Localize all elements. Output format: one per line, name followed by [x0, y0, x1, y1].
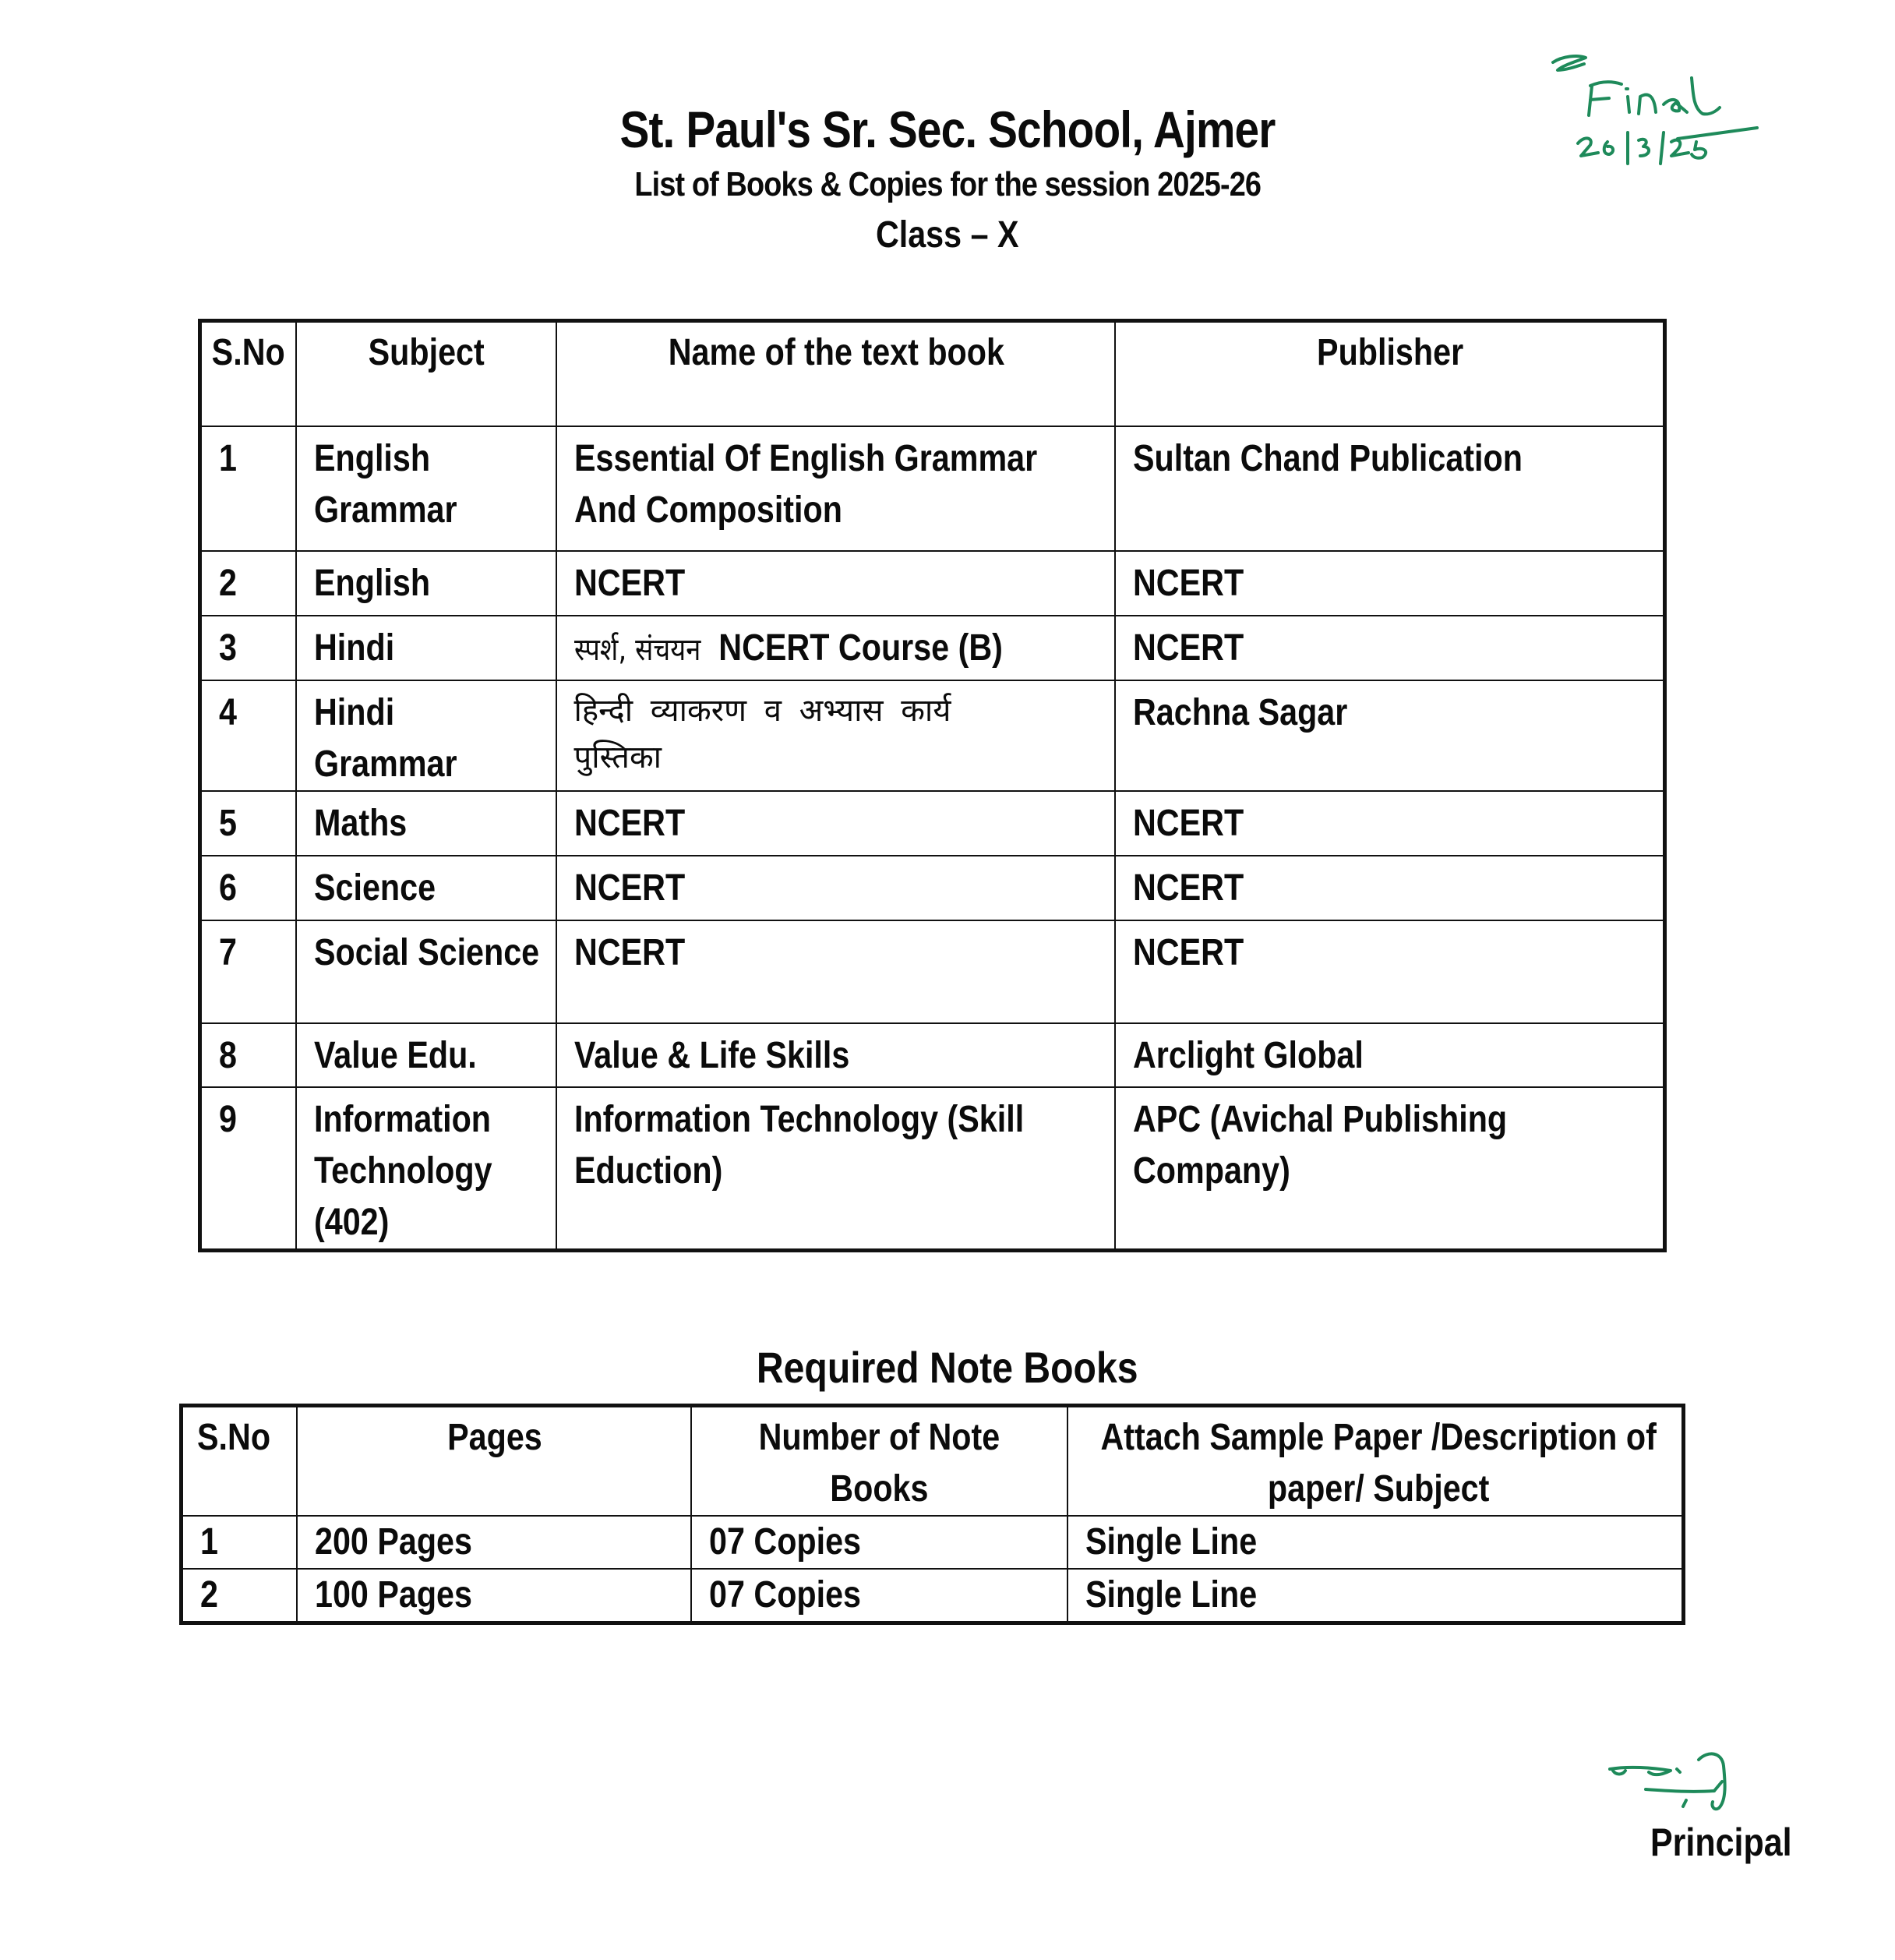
row-publisher: NCERT: [1115, 920, 1665, 1023]
row-publisher: NCERT: [1115, 791, 1665, 856]
header-number-of-notebooks: Number of Note Books: [691, 1406, 1067, 1517]
row-book-name: NCERT: [556, 551, 1115, 616]
row-subject: Science: [296, 856, 556, 920]
header-pages: Pages: [297, 1406, 691, 1517]
row-subject: English Grammar: [296, 426, 556, 551]
header-subject: Subject: [296, 321, 556, 426]
row-subject: Maths: [296, 791, 556, 856]
principal-label: Principal: [1650, 1821, 1792, 1864]
row-sno: 7: [200, 920, 296, 1023]
row-sno: 2: [182, 1569, 297, 1623]
annotation-mark: [1553, 56, 1586, 70]
row-sno: 3: [200, 616, 296, 680]
handwritten-final-annotation: [1547, 47, 1780, 171]
book-name-hindi: स्पर्श, संचयन: [573, 631, 700, 668]
header-publisher: Publisher: [1115, 321, 1665, 426]
row-book-name: [556, 616, 1115, 680]
row-book-name: Essential Of English Grammar And Composition: [556, 426, 1115, 551]
table-row: [200, 1087, 1665, 1251]
table-row: [182, 1516, 1684, 1569]
row-book-name: Value & Life Skills: [556, 1023, 1115, 1087]
row-publisher: Sultan Chand Publication: [1115, 426, 1665, 551]
school-title: St. Paul's Sr. Sec. School, Ajmer: [619, 101, 1276, 158]
row-publisher: NCERT: [1115, 551, 1665, 616]
header-book-name: Name of the text book: [556, 321, 1115, 426]
books-table-header-row: [200, 321, 1665, 426]
header-sno: S.No: [182, 1406, 297, 1517]
row-description: Single Line: [1067, 1569, 1684, 1623]
row-book-name: NCERT: [556, 856, 1115, 920]
notes-section-title: Required Note Books: [757, 1343, 1138, 1392]
principal-signature: [1605, 1746, 1761, 1831]
header-sno: S.No: [200, 321, 296, 426]
row-description: Single Line: [1067, 1516, 1684, 1569]
row-publisher: Rachna Sagar: [1115, 680, 1665, 791]
row-sno: 8: [200, 1023, 296, 1087]
annotation-date: [1578, 128, 1757, 164]
table-row: [200, 426, 1665, 551]
table-row: [200, 680, 1665, 791]
table-row: [200, 1023, 1665, 1087]
row-subject: Hindi Grammar: [296, 680, 556, 791]
document-subtitle: List of Books & Copies for the session 2025-26: [634, 165, 1261, 203]
row-sno: 4: [200, 680, 296, 791]
row-sno: 1: [200, 426, 296, 551]
class-label: Class – X: [876, 214, 1019, 256]
row-pages: 100 Pages: [297, 1569, 691, 1623]
row-subject: English: [296, 551, 556, 616]
row-publisher: NCERT: [1115, 856, 1665, 920]
table-row: [182, 1569, 1684, 1623]
row-publisher: APC (Avichal Publishing Company): [1115, 1087, 1665, 1251]
row-book-name: [556, 680, 1115, 791]
table-row: [200, 791, 1665, 856]
books-table: [198, 319, 1667, 1252]
row-subject: Information Technology (402): [296, 1087, 556, 1251]
book-name-hindi: हिन्दी व्याकरण व अभ्यास कार्य पुस्तिका: [573, 692, 951, 775]
row-book-name: NCERT: [556, 791, 1115, 856]
table-row: [200, 551, 1665, 616]
row-sno: 6: [200, 856, 296, 920]
row-sno: 5: [200, 791, 296, 856]
row-book-name: NCERT: [556, 920, 1115, 1023]
row-sno: 1: [182, 1516, 297, 1569]
row-subject: Value Edu.: [296, 1023, 556, 1087]
row-sno: 2: [200, 551, 296, 616]
row-book-name: Information Technology (Skill Eduction): [556, 1087, 1115, 1251]
table-row: [200, 616, 1665, 680]
row-count: 07 Copies: [691, 1569, 1067, 1623]
row-count: 07 Copies: [691, 1516, 1067, 1569]
table-row: [200, 920, 1665, 1023]
row-subject: Hindi: [296, 616, 556, 680]
notebooks-table: [179, 1404, 1685, 1625]
header-description: Attach Sample Paper /Description of paper/ Subject: [1067, 1406, 1684, 1517]
row-subject: Social Science: [296, 920, 556, 1023]
book-name-english: NCERT Course (B): [718, 627, 1003, 669]
row-publisher: Arclight Global: [1115, 1023, 1665, 1087]
notebooks-table-header-row: [182, 1406, 1684, 1517]
row-sno: 9: [200, 1087, 296, 1251]
annotation-word-final: [1589, 78, 1720, 115]
row-publisher: NCERT: [1115, 616, 1665, 680]
table-row: [200, 856, 1665, 920]
row-pages: 200 Pages: [297, 1516, 691, 1569]
